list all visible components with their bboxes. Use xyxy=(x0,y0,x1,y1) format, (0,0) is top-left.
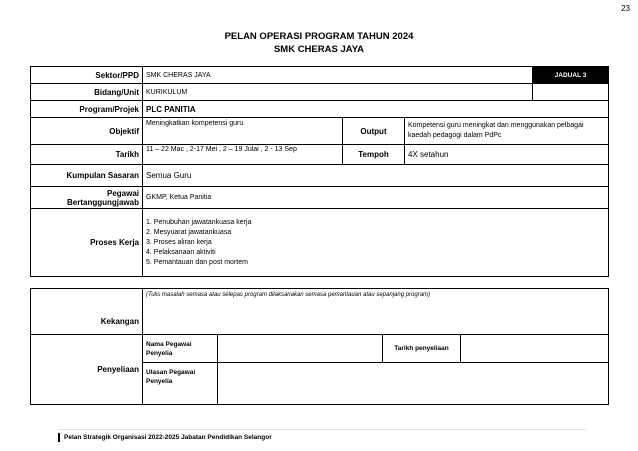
penyeliaan-label: Penyeliaan xyxy=(31,335,143,405)
jadual-badge: JADUAL 3 xyxy=(533,67,609,84)
proses-list xyxy=(143,209,609,277)
footer-divider xyxy=(58,429,586,430)
objektif-label: Objektif xyxy=(31,118,143,145)
row-objektif xyxy=(31,118,609,145)
row-tarikh xyxy=(31,145,609,165)
ulasan-field xyxy=(218,363,609,405)
tarikh-penyeliaan-field xyxy=(461,335,609,363)
row-kekangan xyxy=(31,289,609,335)
proses-item: 2. Mesyuarat jawatankuasa xyxy=(146,228,232,236)
supervision-table xyxy=(30,288,609,405)
empty-cell xyxy=(533,84,609,101)
document-title xyxy=(0,30,638,56)
output-value: Kompetensi guru meningkat dan menggunakan pelbagai kaedah pedagogi dalam PdPc xyxy=(405,118,609,145)
row-pegawai xyxy=(31,187,609,209)
output-label: Output xyxy=(343,118,405,145)
title-line-2: SMK CHERAS JAYA xyxy=(273,44,365,55)
row-sasaran xyxy=(31,165,609,187)
kekangan-note: (Tulis masalah semasa atau selepas program dilaksanakan semasa pemantauan atau sepanjang program) xyxy=(143,289,609,335)
tarikh-label: Tarikh xyxy=(31,145,143,165)
row-sektor xyxy=(31,67,609,84)
tarikh-penyeliaan-label: Tarikh penyeliaan xyxy=(383,335,461,363)
sektor-value: SMK CHERAS JAYA xyxy=(143,67,533,84)
kekangan-label: Kekangan xyxy=(31,289,143,335)
proses-item: 1. Penubuhan jawatankuasa kerja xyxy=(146,218,252,226)
row-program xyxy=(31,101,609,118)
tempoh-label: Tempoh xyxy=(343,145,405,165)
tarikh-value: 11 – 22 Mac , 2-17 Mei , 2 – 19 Julai , 2 - 13 Sep xyxy=(143,145,343,165)
program-info-table xyxy=(30,66,609,277)
proses-label: Proses Kerja xyxy=(31,209,143,277)
sektor-label: Sektor/PPD xyxy=(31,67,143,84)
nama-pegawai-field xyxy=(218,335,383,363)
proses-item: 5. Pemantauan dan post mortem xyxy=(146,258,248,266)
row-bidang xyxy=(31,84,609,101)
program-label: Program/Projek xyxy=(31,101,143,118)
page-number: 23 xyxy=(621,4,630,13)
tempoh-value: 4X setahun xyxy=(405,145,609,165)
pegawai-label: Pegawai Bertanggungjawab xyxy=(31,187,143,209)
program-value: PLC PANITIA xyxy=(143,101,609,118)
pegawai-value: GKMP, Ketua Panitia xyxy=(143,187,609,209)
proses-item: 3. Proses aliran kerja xyxy=(146,238,212,246)
objektif-value: Meningkatkan kompetensi guru xyxy=(143,118,343,145)
ulasan-label: Ulasan Pegawai Penyelia xyxy=(143,363,218,405)
sasaran-label: Kumpulan Sasaran xyxy=(31,165,143,187)
footer-text: Pelan Strategik Organisasi 2022-2025 Jabatan Pendidikan Selangor xyxy=(58,433,272,442)
title-line-1: PELAN OPERASI PROGRAM TAHUN 2024 xyxy=(224,31,414,42)
nama-pegawai-label: Nama Pegawai Penyelia xyxy=(143,335,218,363)
sasaran-value: Semua Guru xyxy=(143,165,609,187)
proses-item: 4. Pelaksanaan aktiviti xyxy=(146,248,216,256)
bidang-label: Bidang/Unit xyxy=(31,84,143,101)
row-nama-pegawai xyxy=(31,335,609,363)
row-proses xyxy=(31,209,609,277)
bidang-value: KURIKULUM xyxy=(143,84,533,101)
